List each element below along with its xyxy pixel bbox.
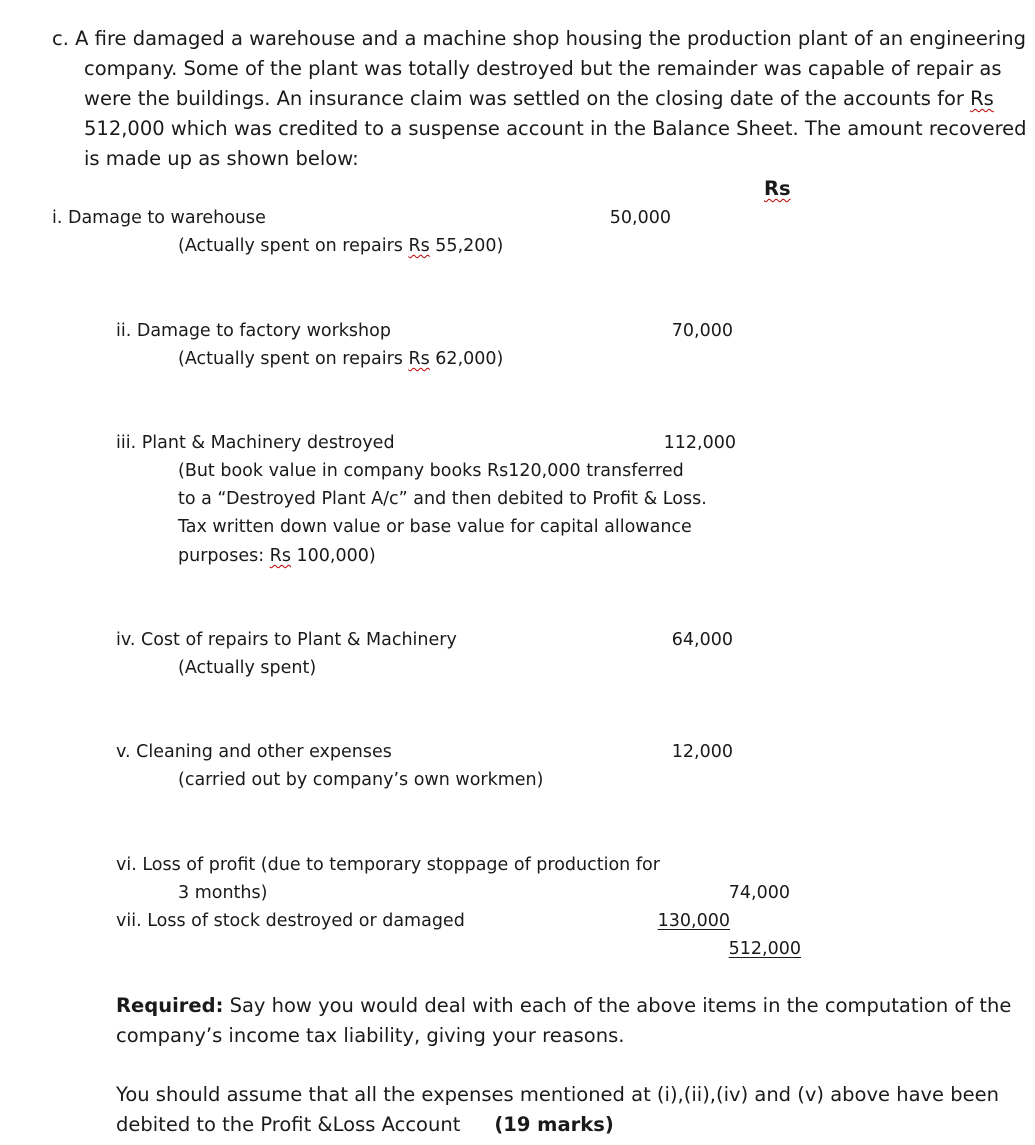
assumption-paragraph: [116, 1080, 999, 1140]
item-iii-note-line-4: [178, 542, 376, 570]
required-line-1: [116, 991, 1012, 1021]
assumption-line-1: You should assume that all the expenses mentioned at (i),(ii),(iv) and (v) above have been: [116, 1083, 999, 1106]
intro-line-1: c. A fire damaged a warehouse and a machine shop housing the production plant of an engineering: [52, 27, 1027, 50]
item-ii-note: [178, 345, 503, 373]
item-i-label: i. Damage to warehouse: [52, 208, 266, 228]
item-iii-note-line-2: to a “Destroyed Plant A/c” and then debited to Profit & Loss.: [178, 489, 707, 509]
assumption-text: debited to the Profit &Loss Account: [116, 1113, 461, 1136]
item-iv-note: (Actually spent): [178, 658, 317, 678]
item-iii-note-line-3: Tax written down value or base value for capital allowance: [178, 517, 692, 537]
note-text: 62,000): [429, 349, 504, 369]
marks-label: (19 marks): [494, 1113, 614, 1136]
intro-line-3-text: were the buildings. An insurance claim was settled on the closing date of the accounts for: [84, 87, 964, 110]
intro-line-3: [84, 84, 994, 114]
item-iii-amount: 112,000: [663, 433, 736, 453]
item-v-label: v. Cleaning and other expenses: [116, 742, 392, 762]
item-ii-amount: 70,000: [671, 321, 733, 341]
item-iii-label: iii. Plant & Machinery destroyed: [116, 433, 395, 453]
note-text: purposes:: [178, 546, 270, 566]
intro-line-5: is made up as shown below:: [84, 147, 359, 170]
item-ii-label: ii. Damage to factory workshop: [116, 321, 391, 341]
currency-rs: Rs: [970, 87, 994, 110]
note-text: (Actually spent on repairs: [178, 349, 409, 369]
item-vii-amount: 130,000: [657, 911, 730, 931]
intro-line-2: company. Some of the plant was totally destroyed but the remainder was capable of repair as: [84, 57, 1002, 80]
note-text: 55,200): [429, 236, 504, 256]
assumption-line-2: [116, 1110, 976, 1140]
item-vi-label: vi. Loss of profit (due to temporary stoppage of production for: [116, 855, 660, 875]
required-text: Say how you would deal with each of the above items in the computation of the: [223, 994, 1012, 1017]
item-i-note: [178, 232, 503, 260]
total-amount: 512,000: [728, 939, 801, 959]
item-v-note: (carried out by company’s own workmen): [178, 770, 544, 790]
item-i-amount: 50,000: [609, 208, 671, 228]
currency-rs: Rs: [408, 349, 430, 369]
item-vi-note: 3 months): [178, 883, 268, 903]
required-line-2: company’s income tax liability, giving your reasons.: [116, 1024, 625, 1047]
item-vii-label: vii. Loss of stock destroyed or damaged: [116, 911, 465, 931]
item-v-amount: 12,000: [671, 742, 733, 762]
item-vi-amount: 74,000: [728, 883, 790, 903]
required-paragraph: [116, 991, 1012, 1051]
required-label: Required:: [116, 994, 224, 1017]
item-iv-label: iv. Cost of repairs to Plant & Machinery: [116, 630, 457, 650]
item-iii-note-line-1: (But book value in company books Rs120,000 transferred: [178, 461, 684, 481]
currency-column-header: Rs: [764, 177, 791, 200]
item-iv-amount: 64,000: [671, 630, 733, 650]
intro-line-4: 512,000 which was credited to a suspense account in the Balance Sheet. The amount recovered: [84, 117, 1027, 140]
note-text: (Actually spent on repairs: [178, 236, 409, 256]
currency-rs: Rs: [408, 236, 430, 256]
note-text: 100,000): [290, 546, 376, 566]
currency-rs: Rs: [269, 546, 291, 566]
